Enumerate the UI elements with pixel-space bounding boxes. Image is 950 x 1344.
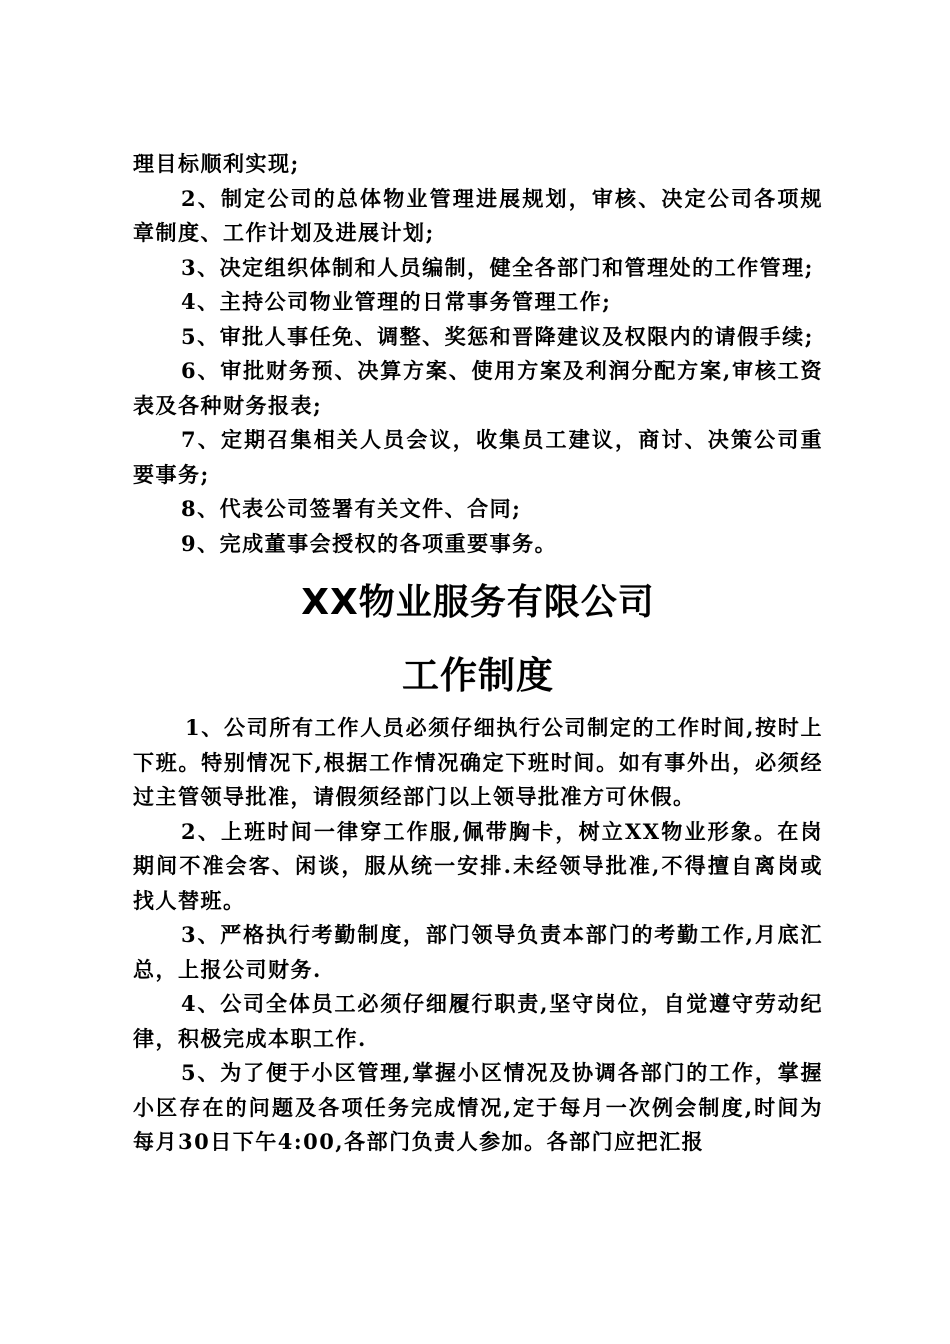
section-title: 工作制度 (402, 654, 554, 697)
duty-item-5: 5、审批人事任免、调整、奖惩和晋降建议及权限内的请假手续; (181, 323, 814, 349)
duty-item-7: 7、定期召集相关人员会议，收集员工建议，商讨、决策公司重要事务; (133, 427, 823, 487)
document-body (133, 147, 823, 1160)
duty-item-8: 8、代表公司签署有关文件、合同; (181, 496, 522, 521)
duty-item-4: 4、主持公司物业管理的日常事务管理工作; (181, 289, 612, 314)
rule-item-5: 5、为了便于小区管理,掌握小区情况及协调各部门的工作，掌握小区存在的问题及各项任务完成情况,定于每月一次例会制度,时间为每月30日下午4:00,各部门负责人参加。各部门应把汇报 (133, 1060, 823, 1154)
company-title: XX物业服务有限公司 (301, 582, 655, 623)
duty-item-6: 6、审批财务预、决算方案、使用方案及利润分配方案,审核工资表及各种财务报表; (133, 358, 823, 418)
rule-item-1: 1、公司所有工作人员必须仔细执行公司制定的工作时间,按时上下班。特别情况下,根据工作情况确定下班时间。如有事外出，必须经过主管领导批准，请假须经部门以上领导批准方可休假。 (133, 715, 823, 809)
duty-item-9: 9、完成董事会授权的各项重要事务。 (181, 530, 558, 556)
duty-item-2: 2、制定公司的总体物业管理进展规划，审核、决定公司各项规章制度、工作计划及进展计划; (133, 185, 823, 245)
duty-item-3: 3、决定组织体制和人员编制，健全各部门和管理处的工作管理; (181, 254, 814, 280)
rule-item-4: 4、公司全体员工必须仔细履行职责,坚守岗位，自觉遵守劳动纪律，积极完成本职工作. (133, 991, 823, 1051)
rule-item-3: 3、严格执行考勤制度，部门领导负责本部门的考勤工作,月底汇总，上报公司财务. (133, 922, 823, 982)
duty-item-continuation: 理目标顺利实现; (133, 151, 300, 176)
rule-item-2: 2、上班时间一律穿工作服,佩带胸卡，树立XX物业形象。在岗期间不准会客、闲谈，服从统一安排.未经领导批准,不得擅自离岗或找人替班。 (133, 818, 823, 913)
